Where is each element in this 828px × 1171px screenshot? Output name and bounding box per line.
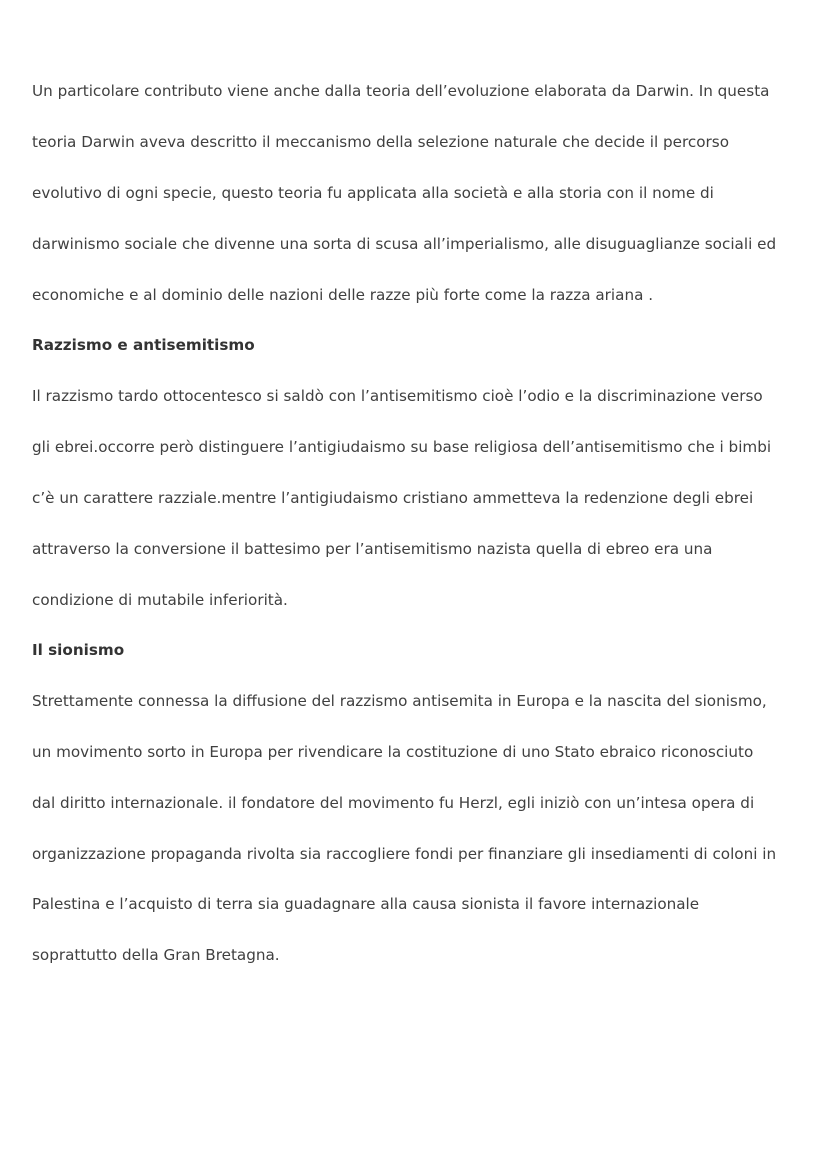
text-line: dal diritto internazionale. il fondatore del movimento fu Herzl, egli iniziò con un’intesa opera di <box>32 793 755 812</box>
intro-paragraph <box>32 54 802 333</box>
text-line: Un particolare contributo viene anche dalla teoria dell’evoluzione elaborata da Darwin. In questa <box>32 82 770 101</box>
text-line: un movimento sorto in Europa per rivendicare la costituzione di uno Stato ebraico riconosciuto <box>32 742 754 761</box>
section-heading-sionismo: Il sionismo <box>32 641 125 660</box>
text-line: gli ebrei.occorre però distinguere l’antigiudaismo su base religiosa dell’antisemitismo che i bimbi <box>32 438 772 457</box>
text-line: teoria Darwin aveva descritto il meccanismo della selezione naturale che decide il percorso <box>32 133 729 152</box>
text-line: soprattutto della Gran Bretagna. <box>32 946 280 965</box>
razzismo-paragraph <box>32 359 802 638</box>
text-line: evolutivo di ogni specie, questo teoria fu applicata alla società e alla storia con il nome di <box>32 184 714 203</box>
text-line: economiche e al dominio delle nazioni delle razze più forte come la razza ariana . <box>32 285 654 304</box>
document-page <box>32 54 802 994</box>
text-line: organizzazione propaganda rivolta sia raccogliere fondi per finanziare gli insediamenti di coloni in <box>32 844 777 863</box>
text-line: Strettamente connessa la diffusione del razzismo antisemita in Europa e la nascita del sionismo, <box>32 692 767 711</box>
text-line: Palestina e l’acquisto di terra sia guadagnare alla causa sionista il favore internazionale <box>32 895 700 914</box>
sionismo-paragraph <box>32 664 802 994</box>
text-line: Il razzismo tardo ottocentesco si saldò con l’antisemitismo cioè l’odio e la discriminazione verso <box>32 387 763 406</box>
text-line: attraverso la conversione il battesimo per l’antisemitismo nazista quella di ebreo era una <box>32 539 713 558</box>
text-line: darwinismo sociale che divenne una sorta di scusa all’imperialismo, alle disuguaglianze sociali ed <box>32 234 777 253</box>
section-heading-razzismo: Razzismo e antisemitismo <box>32 336 255 355</box>
text-line: c’è un carattere razziale.mentre l’antigiudaismo cristiano ammetteva la redenzione degli ebrei <box>32 488 754 507</box>
text-line: condizione di mutabile inferiorità. <box>32 590 288 609</box>
